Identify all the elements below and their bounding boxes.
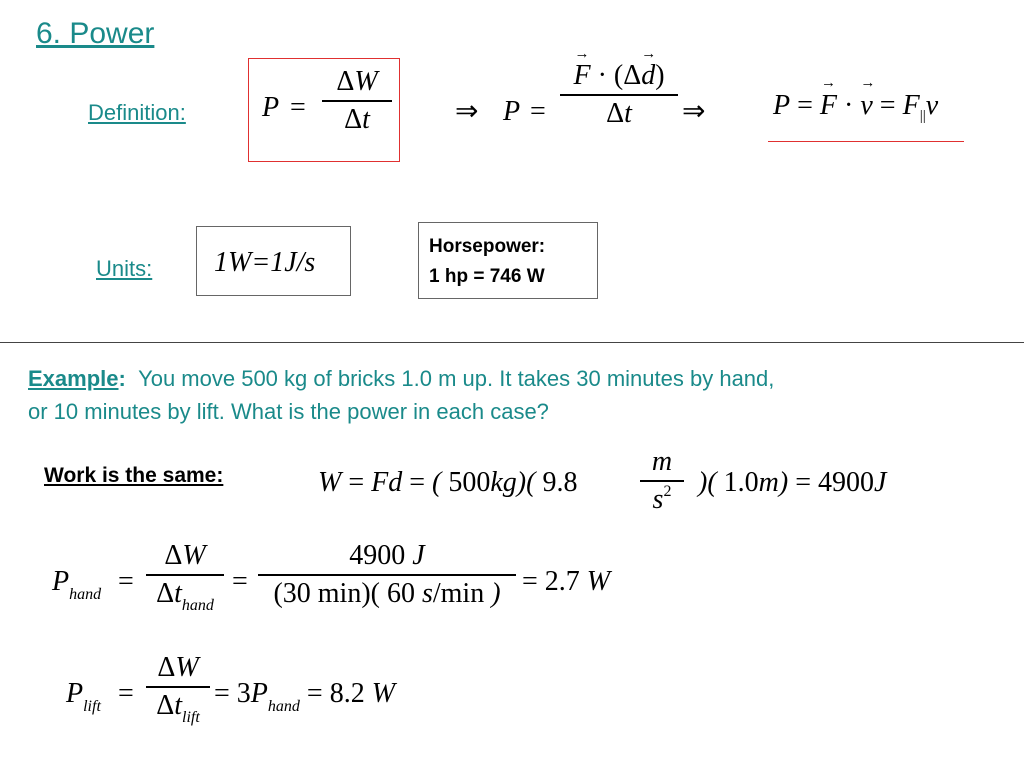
example-label: Example [28, 366, 119, 391]
equals-sign: = [290, 92, 306, 123]
work-over-time-fraction: ΔW Δt [322, 68, 392, 134]
power-symbol-2: P [503, 96, 521, 127]
formula-underline [768, 141, 964, 142]
acceleration-unit-fraction: m $s^2$ [640, 448, 684, 514]
section-divider [0, 342, 1024, 343]
force-displacement-fraction: → F · (Δ→ d) Δt [560, 62, 678, 128]
example-paragraph [28, 362, 774, 428]
slide-title: 6. Power [36, 17, 155, 50]
power-lift-symbol: $P_{lift}$ [66, 678, 101, 715]
power-lift-result: = $3P_{hand} = 8.2$ W [214, 678, 396, 715]
horsepower-title: Horsepower: [429, 236, 546, 257]
power-symbol: P [262, 92, 280, 123]
hand-work-time-fraction: ΔW $\Delta t_{hand}$ [146, 542, 224, 608]
work-label: Work is the same: [44, 464, 224, 487]
example-colon: : [118, 366, 126, 391]
implies-arrow: ⇒ [455, 96, 479, 127]
implies-arrow-2: ⇒ [682, 96, 706, 127]
equals-sign-2: = [530, 96, 546, 127]
units-label: Units: [96, 256, 153, 281]
work-equation-right: )( 1.0m) = 4900J [698, 467, 887, 498]
lift-work-time-fraction: ΔW $\Delta t_{lift}$ [146, 654, 210, 720]
example-text-line2: or 10 minutes by lift. What is the power in each case? [28, 399, 549, 424]
example-text-line1: You move 500 kg of bricks 1.0 m up. It takes 30 minutes by hand, [138, 366, 775, 391]
equals-hand-2: = [232, 566, 248, 597]
power-hand-result: = 2.7 W [522, 566, 611, 597]
equals-lift-1: = [118, 678, 134, 709]
units-formula: 1W=1J/s [214, 247, 316, 278]
horsepower-value: 1 hp = 746 W [429, 266, 545, 287]
equals-hand-1: = [118, 566, 134, 597]
power-velocity-formula: P = → F · → $v = F_{||}v$ [773, 90, 938, 122]
hand-numeric-fraction: 4900 J (30 min)( 60 s/min ) [258, 542, 516, 608]
definition-label: Definition: [88, 100, 186, 125]
power-hand-symbol: $P_{hand}$ [52, 566, 102, 603]
work-equation-left: W = Fd = ( 500kg)( 9.8 [318, 467, 578, 498]
